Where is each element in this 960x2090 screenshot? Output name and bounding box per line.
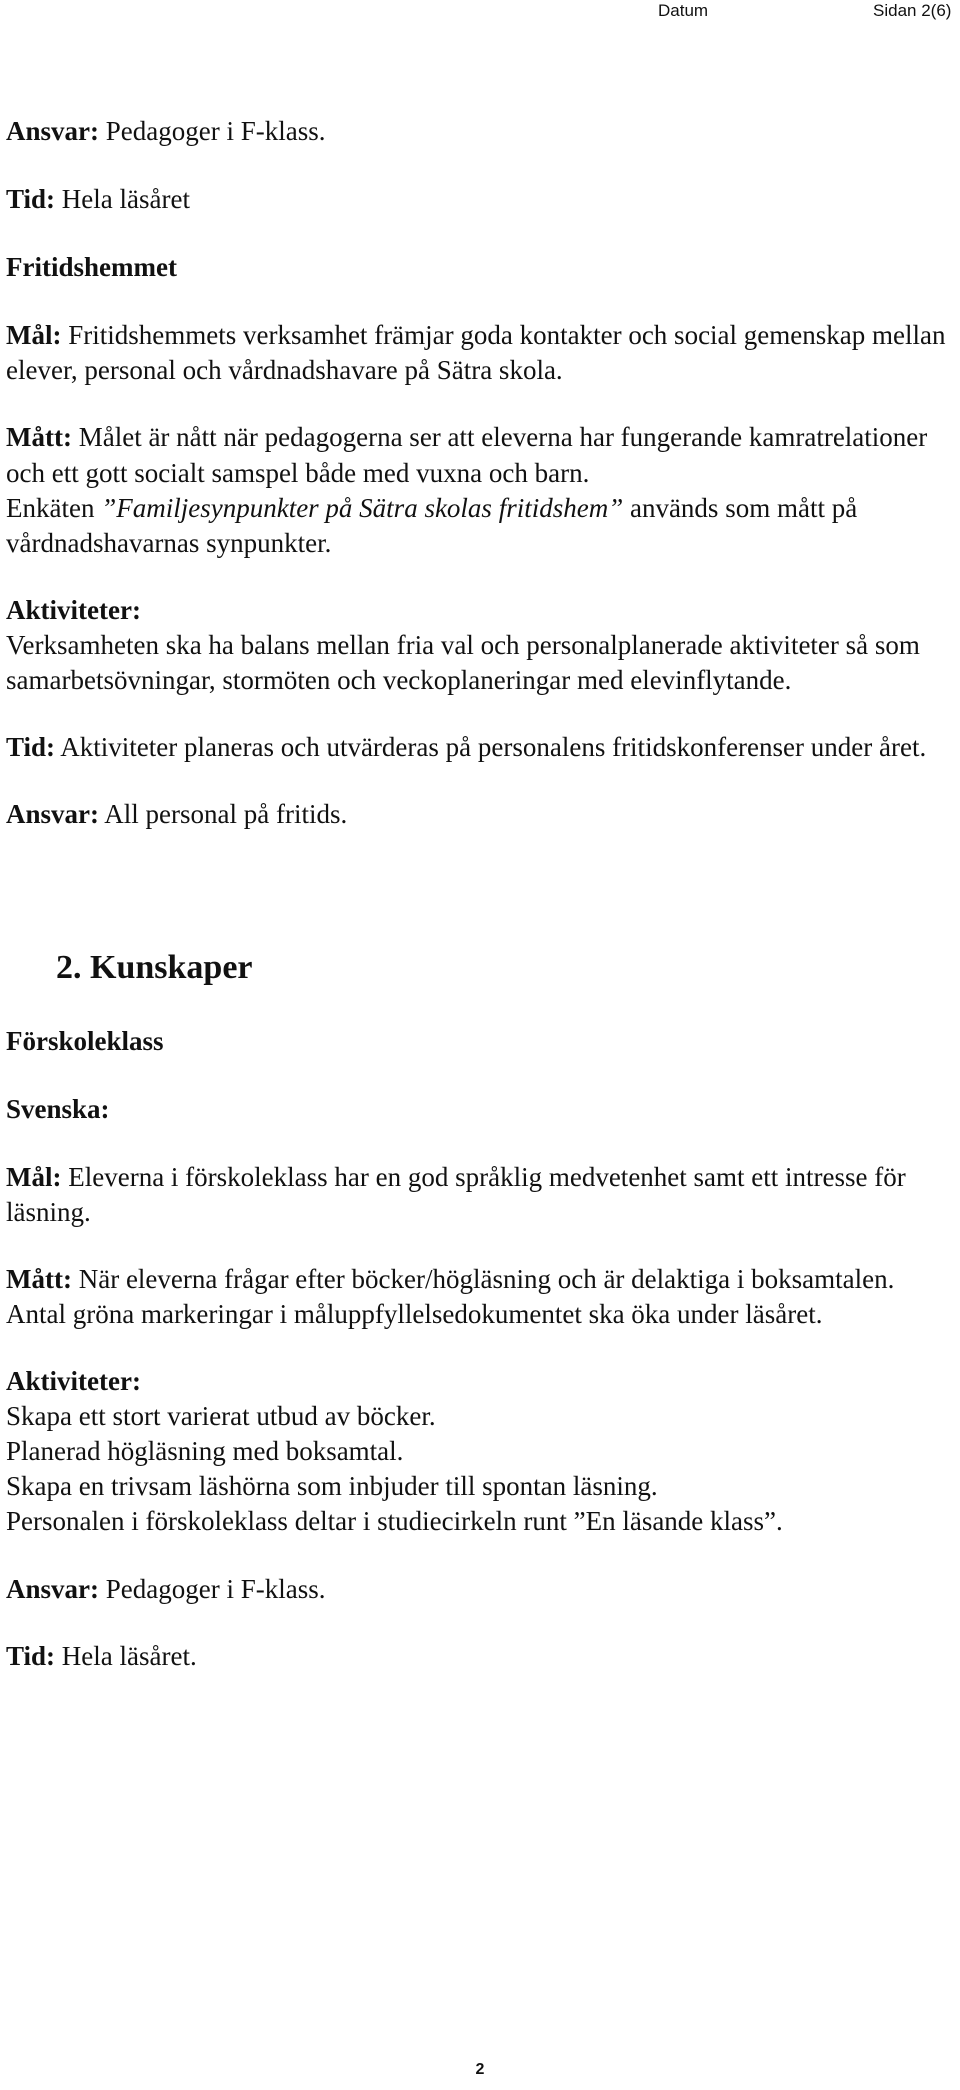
matt-text: När eleverna frågar efter böcker/högläsning och är delaktiga i boksamtalen. Antal gröna markeringar i måluppfyllelsedokumentet ska öka under läsåret. <box>6 1263 895 1329</box>
matt-label: Mått: <box>6 422 72 453</box>
enkat-post: används som mått på vårdnadshavarnas synpunkter. <box>6 492 858 558</box>
page-header <box>0 0 960 24</box>
tid-text: Hela läsåret <box>55 184 190 215</box>
kunskaper-akt-label <box>6 1364 954 1399</box>
ansvar-label: Ansvar: <box>6 1573 99 1604</box>
activity-line: Skapa en trivsam läshörna som inbjuder till spontan läsning. <box>6 1471 658 1502</box>
ansvar-text: Pedagoger i F-klass. <box>99 116 326 146</box>
tid-label: Tid: <box>6 1640 56 1671</box>
aktiviteter-label: Aktiviteter: <box>6 1366 141 1397</box>
ansvar-text: All personal på fritids. <box>99 799 348 830</box>
tid-label: Tid: <box>6 184 56 215</box>
aktiviteter-label: Aktiviteter: <box>6 594 141 625</box>
fritids-heading: Fritidshemmet <box>6 252 177 283</box>
tid-text: Aktiviteter planeras och utvärderas på personalens fritidskonferenser under året. <box>55 732 927 763</box>
fritids-mal <box>6 318 954 388</box>
activity-line: Planerad högläsning med boksamtal. <box>6 1436 404 1467</box>
ansvar-label: Ansvar: <box>6 116 99 146</box>
activity-line: Personalen i förskoleklass deltar i studiecirkeln runt ”En läsande klass”. <box>6 1506 783 1537</box>
forskoleklass-heading: Förskoleklass <box>6 1025 164 1056</box>
section-title-kunskaper: 2. Kunskaper <box>56 949 253 987</box>
kunskaper-matt <box>6 1262 954 1332</box>
fritids-ansvar <box>6 797 954 832</box>
enkat-pre: Enkäten <box>6 492 102 523</box>
mal-label: Mål: <box>6 1161 62 1192</box>
fritids-matt <box>6 420 954 490</box>
document-body <box>6 114 954 1674</box>
kunskaper-ansvar <box>6 1572 954 1607</box>
tid-text: Hela läsåret. <box>55 1640 197 1671</box>
fritids-tid <box>6 730 954 765</box>
tid-label: Tid: <box>6 732 56 763</box>
page-number: 2 <box>475 2061 485 2078</box>
kunskaper-mal <box>6 1160 954 1230</box>
activity-line: Skapa ett stort varierat utbud av böcker. <box>6 1401 436 1432</box>
fk-ansvar <box>6 114 954 149</box>
fritids-akt-label <box>6 593 954 628</box>
ansvar-text: Pedagoger i F-klass. <box>99 1573 326 1604</box>
header-date-label: Datum <box>658 1 709 20</box>
svenska-heading: Svenska: <box>6 1093 110 1124</box>
fritids-akt-text: Verksamheten ska ha balans mellan fria val och personalplanerade aktiviteter så som samarbetsövningar, stormöten och veckoplaneringar med elevinflytande. <box>6 629 920 696</box>
matt-label: Mått: <box>6 1263 72 1294</box>
matt-text: Målet är nått när pedagogerna ser att eleverna har fungerande kamratrelationer och ett gott socialt samspel både med vuxna och barn. <box>6 422 928 488</box>
kunskaper-tid <box>6 1639 954 1674</box>
ansvar-label: Ansvar: <box>6 799 99 830</box>
header-page-indicator: Sidan 2(6) <box>873 1 952 20</box>
mal-text: Eleverna i förskoleklass har en god språklig medvetenhet samt ett intresse för läsning. <box>6 1161 906 1227</box>
fk-tid <box>6 182 954 217</box>
fritids-enkat <box>6 491 954 561</box>
mal-label: Mål: <box>6 320 62 351</box>
enkat-title: ”Familjesynpunkter på Sätra skolas fritidshem” <box>101 492 624 523</box>
mal-text: Fritidshemmets verksamhet främjar goda kontakter och social gemenskap mellan elever, personal och vårdnadshavare på Sätra skola. <box>6 320 946 386</box>
